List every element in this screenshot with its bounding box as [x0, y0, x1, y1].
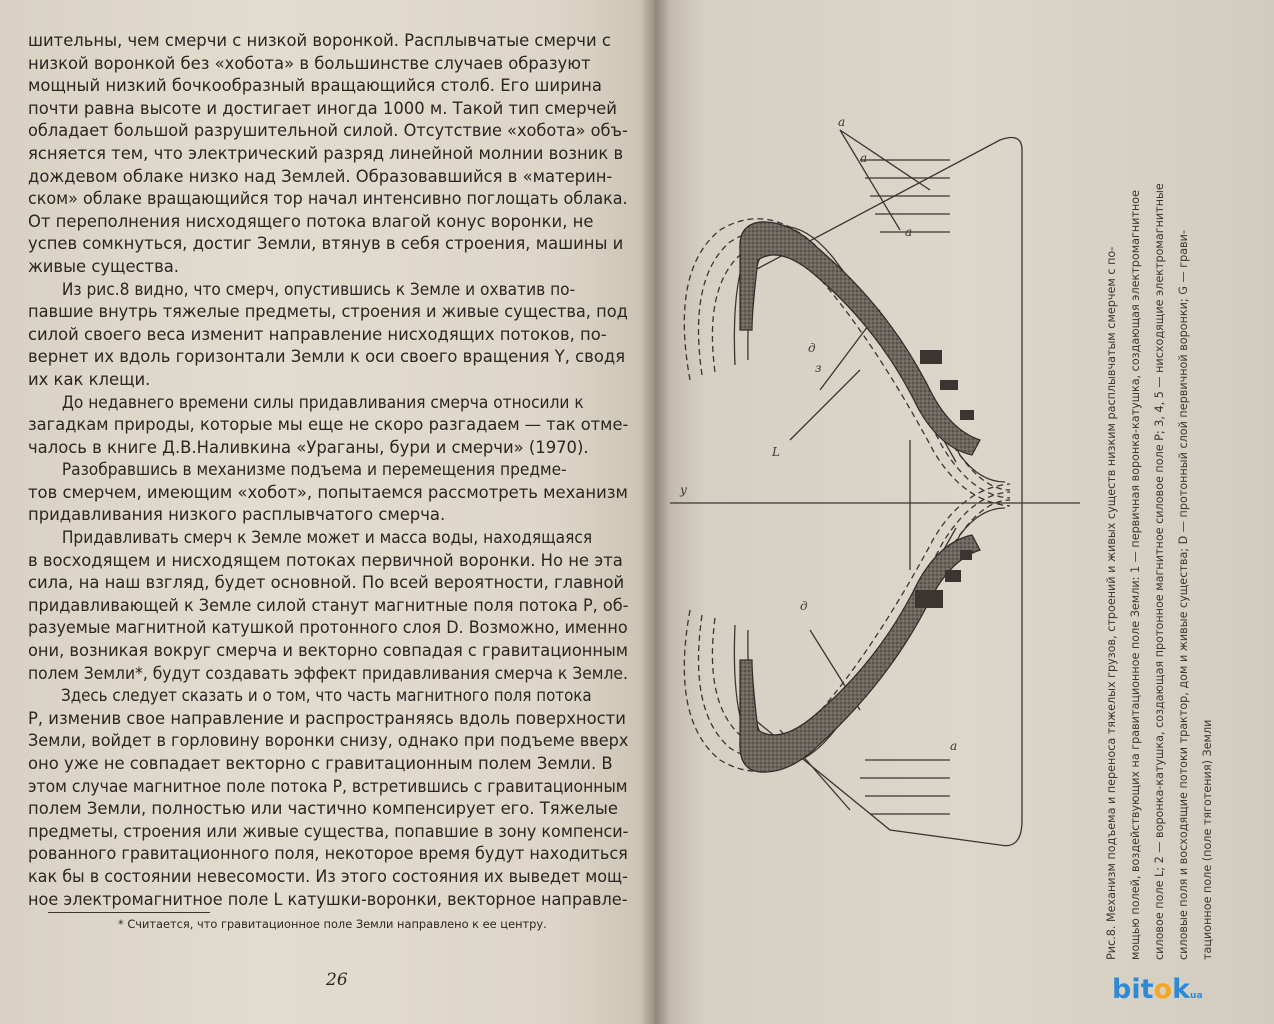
paragraph	[28, 685, 628, 911]
text-line: они, возникая вокруг смерча и векторно совпадая с гравитационным	[28, 641, 629, 661]
figure-label: з	[815, 361, 822, 375]
page-number: 26	[326, 970, 348, 990]
text-line: обладает большой разрушительной силой. Отсутствие «хобота» объ-	[28, 121, 628, 141]
figure-caption	[1100, 20, 1220, 960]
caption-line: Рис.8. Механизм подъема и переноса тяжелых грузов, строений и живых существ низким расплывчатым смерчем с по-	[1105, 246, 1118, 960]
caption-line: тационное поле (поле тяготения) Земли	[1201, 719, 1214, 960]
figure-label: a	[860, 151, 868, 165]
text-line: их как клещи.	[28, 369, 151, 389]
text-line: павшие внутрь тяжелые предметы, строения и живые существа, под	[28, 302, 628, 322]
text-line: сила, на наш взгляд, будет основной. По всей вероятности, главной	[28, 573, 625, 593]
text-line: ясняется тем, что электрический разряд линейной молнии возник в	[28, 143, 624, 163]
text-line: рованного гравитационного поля, некоторое время будут находиться	[28, 844, 628, 864]
caption-line: мощью полей, воздействующих на гравитационное поле Земли: 1 — первичная воронка-катушка, создающая электромагнитное	[1129, 189, 1142, 960]
caption-line: силовые поля и восходящие потоки трактор, дом и живые существа; D — протонный слой первичной воронки; G — грави-	[1177, 230, 1190, 960]
text-line: Земли, войдет в горловину воронки снизу, однако при подъеме вверх	[28, 731, 629, 751]
text-line: Придавливать смерч к Земле может и масса воды, находящаяся	[61, 528, 593, 548]
paragraph	[28, 279, 628, 392]
text-line: ском» облаке вращающийся тор начал интенсивно поглощать облака.	[28, 189, 628, 209]
body-text	[28, 30, 628, 911]
text-line: загадкам природы, которые мы еще не скоро разгадаем — так отме-	[28, 415, 629, 435]
text-line: чалось в книге Д.В.Наливкина «Ураганы, бури и смерчи» (1970).	[28, 437, 589, 457]
caption-line: силовое поле L; 2 — воронка-катушка, создающая протонное магнитное силовое поле Р; 3, 4, 5 — нисходящие электромагнитные	[1153, 183, 1166, 960]
footnote: * Считается, что гравитационное поле Земли направлено к ее центру.	[118, 917, 547, 931]
text-line: тов смерчем, имеющим «хобот», попытаемся рассмотреть механизм	[28, 482, 628, 502]
field-line	[748, 528, 956, 752]
text-line: ное электромагнитное поле L катушки-воронки, векторное направле-	[28, 889, 628, 909]
paragraph	[28, 30, 628, 279]
leader-line	[840, 130, 900, 230]
text-line: в восходящем и нисходящем потоках первичной воронки. Но не эта	[28, 550, 623, 570]
text-line: придавливающей к Земле силой станут магнитные поля потока Р, об-	[28, 595, 629, 615]
footnote-divider	[48, 912, 210, 913]
text-line: полем Земли*, будут создавать эффект придавливания смерча к Земле.	[28, 663, 628, 683]
text-line: живые существа.	[28, 256, 180, 276]
text-line: предметы, строения или живые существа, попавшие в зону компенси-	[28, 821, 629, 841]
text-line: мощный низкий бочкообразный вращающийся столб. Его ширина	[28, 76, 602, 96]
text-line: этом случае магнитное поле потока Р, встретившись с гравитационным	[28, 776, 628, 796]
text-line: как бы в состоянии невесомости. Из этого состояния их выведет мощ-	[28, 866, 628, 886]
text-line: придавливания низкого расплывчатого смерча.	[28, 505, 446, 525]
text-line: Р, изменив свое направление и распространяясь вдоль поверхности	[28, 708, 626, 728]
figure-label: а	[838, 115, 846, 129]
text-line: От переполнения нисходящего потока влагой конус воронки, не	[28, 211, 594, 231]
text-line: дождевом облаке низко над Землей. Образовавшийся в «материн-	[28, 166, 613, 186]
leader-line	[790, 370, 860, 440]
funnel-upper	[740, 222, 980, 455]
tornado-diagram	[660, 110, 1090, 870]
arrows-top	[860, 160, 950, 232]
bitok-watermark: bitokua	[1112, 974, 1203, 1005]
text-line: низкой воронкой без «хобота» в большинстве случаев образуют	[28, 53, 591, 73]
figure-label: а	[905, 225, 913, 239]
figure-label: а	[950, 739, 958, 753]
text-line: Разобравшись в механизме подъема и перемещения предме-	[61, 460, 567, 480]
paragraph	[28, 527, 628, 685]
text-line: успев сомкнуться, достиг Земли, втянув в себя строения, машины и	[28, 234, 624, 254]
text-line: Из рис.8 видно, что смерч, опустившись к Земле и охватив по-	[61, 279, 576, 299]
text-line: полем Земли, полностью или частично компенсирует его. Тяжелые	[28, 799, 618, 819]
text-line: силой своего веса изменит направление нисходящих потоков, по-	[28, 324, 607, 344]
text-line: шительны, чем смерчи с низкой воронкой. Расплывчатые смерчи с	[28, 31, 611, 50]
text-line: оно уже не совпадает векторно с гравитационным полем Земли. В	[28, 754, 613, 773]
field-line-dashed	[712, 484, 1010, 745]
text-line: Здесь следует сказать и о том, что часть магнитного поля потока	[61, 686, 592, 706]
figure-label: д	[808, 341, 816, 355]
figure-label: L	[772, 445, 780, 459]
figure-label-axis: у	[680, 483, 687, 497]
figure-label: д	[800, 599, 808, 613]
field-line-dashed	[712, 245, 1010, 506]
paragraph	[28, 392, 628, 460]
funnel-lower	[740, 535, 980, 772]
text-line: вернет их вдоль горизонтали Земли к оси своего вращения Y, сводя	[28, 347, 626, 367]
text-line: разуемые магнитной катушкой протонного слоя D. Возможно, именно	[28, 618, 628, 638]
arrows-bottom	[860, 760, 950, 814]
text-line: До недавнего времени силы придавливания смерча относили к	[61, 392, 584, 412]
text-line: почти равна высоте и достигает иногда 1000 м. Такой тип смерчей	[28, 98, 617, 118]
paragraph	[28, 459, 628, 527]
